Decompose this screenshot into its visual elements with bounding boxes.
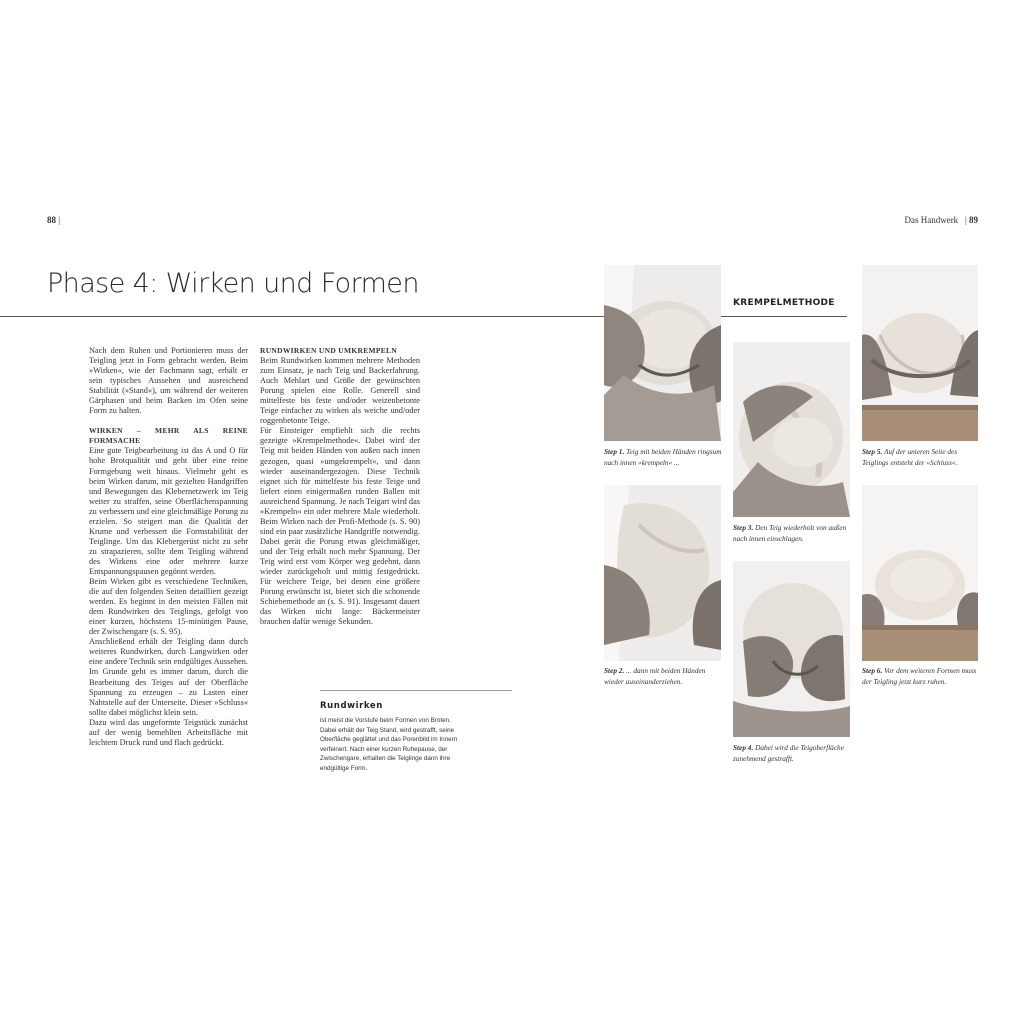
body-paragraph: Dazu wird das ungeformte Teigstück zunächst auf der wenig bemehlten Arbeitsfläche mit leichtem Druck rund und flach gedrückt.: [89, 717, 248, 747]
step-3-text: Den Teig wiederholt von außen nach innen einschlagen.: [733, 523, 847, 543]
step-4-caption: [733, 743, 851, 764]
step-1-photo: [604, 265, 721, 441]
step-3-caption: [733, 523, 851, 544]
info-box-title: Rundwirken: [320, 701, 383, 711]
step-5-caption: [862, 447, 982, 468]
body-column-2: [260, 346, 420, 627]
krempel-heading: KREMPELMETHODE: [733, 298, 835, 308]
krempel-rule: [720, 316, 847, 317]
right-page-number: 89: [969, 215, 978, 225]
step-4-photo: [733, 561, 850, 737]
body-paragraph: Beim Rundwirken kommen mehrere Methoden zum Einsatz, je nach Teig und Backerfahrung. Auch Mehlart und Größe der gewünschten Porung spielen eine Rolle. Generell sind mittelfeste bis feste und/oder weizenbetonte Teige einfacher zu wirken als weiche und/oder roggenbetonte Teige.: [260, 356, 420, 426]
step-5-text: Auf der unteren Seite des Teiglings entsteht der »Schluss«.: [862, 447, 958, 467]
body-paragraph: Für Einsteiger empfiehlt sich die rechts gezeigte »Krempelmethode«. Dabei wird der Teig mit beiden Händen von außen nach innen gezogen, quasi »umgekrempelt«, und dann wieder auseinandergezogen. Diese Technik eignet sich für mittelfeste bis feste Teige und liefert einen einigermaßen runden Ballen mit ausreichend Spannung. Je nach Teigart wird das »Krempeln« ein oder mehrere Male wiederholt. Beim Wirken nach der Profi-Methode (s. S. 90) sind ein paar zusätzliche Handgriffe notwendig. Dabei gerät die Porung etwas gleichmäßiger, und der Teig erhält noch mehr Spannung. Der Teig wird erst vom Körper weg gedehnt, dann wieder zurückgeholt und mittig festgedrückt. Für weichere Teige, bei denen eine größere Porung erwünscht ist, bietet sich die schonende Schiebemethode an (s. S. 91). Insgesamt dauert das Wirken nicht lange: Bäckermeister brauchen dafür wenige Sekunden.: [260, 426, 420, 627]
body-paragraph: Eine gute Teigbearbeitung ist das A und O für hohe Brotqualität und geht über eine reine Formgebung weit hinaus. Vielmehr geht es beim Wirken darum, mit gezielten Handgriffen und Bewegungen das Klebernetzwerk im Teig weiter zu straffen, seine Oberflächenspannung zu verbessern und eine gleichmäßige Porung zu erzielen. So steigert man die Qualität der Krume und verbessert die Formstabilität der Teiglinge. Um das Klebergerüst nicht zu sehr zu strapazieren, sollte dem Teigling während des Wirkens eine oder mehrere kurze Entspannungspausen gegönnt werden.: [89, 446, 248, 576]
step-1-caption: [604, 447, 722, 468]
step-2-label: Step 2.: [604, 666, 625, 675]
step-6-caption: [862, 666, 982, 687]
step-2-photo: [604, 485, 721, 661]
step-6-photo: [862, 485, 978, 661]
body-paragraph: Beim Wirken gibt es verschiedene Techniken, die auf den folgenden Seiten detailliert gezeigt werden. Es beginnt in den meisten Fällen mit dem Rundwirken des Teiglings, gefolgt von einer kurzen, höchstens 15-minütigen Pause, der Zwischengare (s. S. 95).: [89, 577, 248, 637]
intro-paragraph: Nach dem Ruhen und Portionieren muss der Teigling jetzt in Form gebracht werden. Beim »Wirken«, wie der Fachmann sagt, erhält er sein typisches Aussehen und ausreichend Stabilität (»Stand«), um während der weiteren Gärphasen und beim Backen im Ofen seine Form zu halten.: [89, 346, 248, 416]
step-2-caption: [604, 666, 722, 687]
step-2-text: ... dann mit beiden Händen wieder auseinanderziehen.: [604, 666, 706, 686]
title-rule: [0, 316, 604, 317]
step-3-label: Step 3.: [733, 523, 754, 532]
step-4-label: Step 4.: [733, 743, 754, 752]
step-5-photo: [862, 265, 978, 441]
page-number-right: Das Handwerk | 89: [904, 215, 978, 225]
info-box-rule: [320, 690, 512, 691]
page-title: Phase 4: Wirken und Formen: [47, 268, 419, 299]
body-paragraph: Anschließend erhält der Teigling dann durch weiteres Rundwirken, durch Langwirken oder eine andere Technik sein endgültiges Aussehen. Im Grunde geht es immer darum, durch die Bearbeitung des Teiges auf der Oberfläche Spannung zu erzeugen – zu Lasten einer Nahtstelle auf der Unterseite. Dieser »Schluss« sollte dabei möglichst klein sein.: [89, 637, 248, 717]
step-1-label: Step 1.: [604, 447, 625, 456]
step-6-label: Step 6.: [862, 666, 883, 675]
step-1-text: Teig mit beiden Händen ringsum nach innen »krempeln« ...: [604, 447, 722, 467]
left-page-number: 88: [47, 215, 56, 225]
step-4-text: Dabei wird die Teigoberfläche zunehmend gestrafft.: [733, 743, 844, 763]
body-column-1: [89, 346, 248, 748]
step-3-photo: [733, 342, 850, 517]
step-5-label: Step 5.: [862, 447, 883, 456]
page-number-left: 88 |: [47, 215, 61, 225]
section-heading-rundwirken: RUNDWIRKEN UND UMKREMPELN: [260, 346, 398, 355]
section-heading-wirken: WIRKEN – MEHR ALS REINE FORMSACHE: [89, 426, 248, 446]
running-header-section: Das Handwerk: [904, 215, 959, 225]
step-6-text: Vor dem weiteren Formen muss der Teigling jetzt kurz ruhen.: [862, 666, 977, 686]
info-box-text: ist meist die Vorstufe beim Formen von Broten. Dabei erhält der Teig Stand, wird gestrafft, seine Oberfläche geglättet und das Porenbild im Innern verfeinert. Nach einer kurzen Ruhepause, der Zwischengare, erhalten die Teiglinge dann ihre endgültige Form.: [320, 717, 458, 772]
